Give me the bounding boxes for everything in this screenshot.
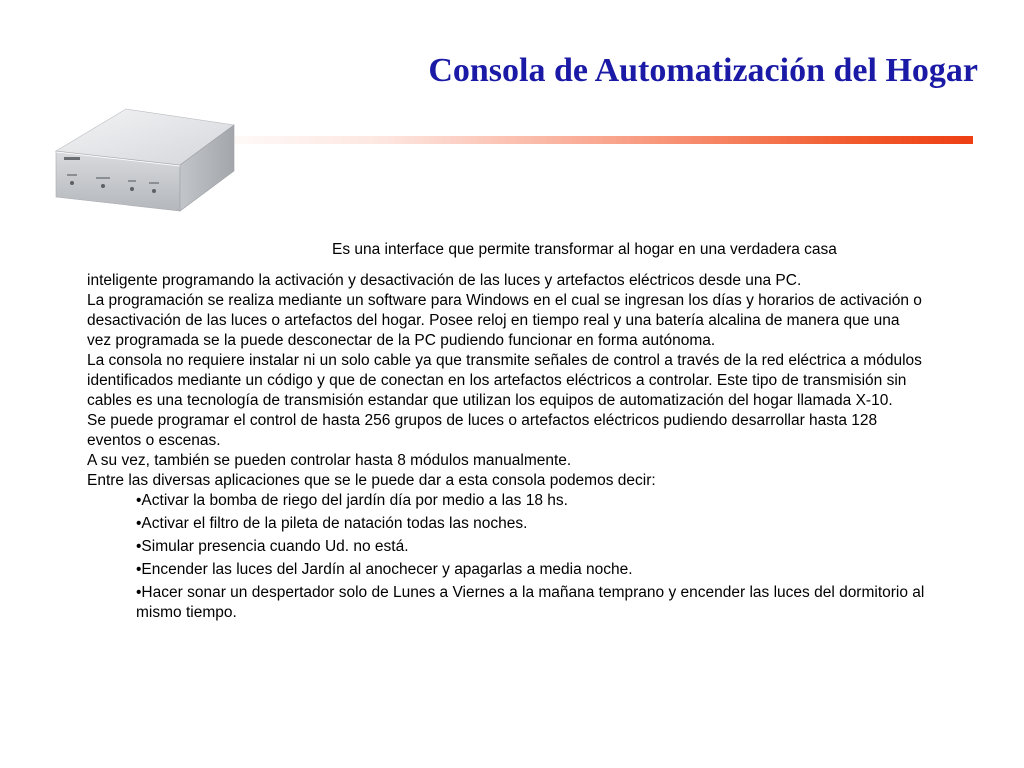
list-item: •Encender las luces del Jardín al anochecer y apagarlas a media noche. xyxy=(136,561,633,578)
list-item: •Activar el filtro de la pileta de natación todas las noches. xyxy=(136,515,528,532)
applications-list xyxy=(87,491,927,623)
paragraph: La programación se realiza mediante un software para Windows en el cual se ingresan los días y horarios de activación o desactivación de las luces o artefactos del hogar. Posee reloj en tiempo real y una batería alcalina de manera que una vez programada se la puede desconectar de la PC pudiendo funcionar en forma autónoma. xyxy=(87,292,922,349)
paragraph: Se puede programar el control de hasta 256 grupos de luces o artefactos eléctricos pudiendo desarrollar hasta 128 eventos o escenas. xyxy=(87,412,878,449)
slide-title: Consola de Automatización del Hogar xyxy=(428,52,978,89)
list-item: •Hacer sonar un despertador solo de Lunes a Viernes a la mañana temprano y encender las luces del dormitorio al mismo tiempo. xyxy=(136,584,925,621)
list-item: •Simular presencia cuando Ud. no está. xyxy=(136,538,409,555)
intro-line: Es una interface que permite transformar al hogar en una verdadera casa xyxy=(332,241,837,258)
paragraph: La consola no requiere instalar ni un solo cable ya que transmite señales de control a través de la red eléctrica a módulos identificados mediante un código y que de conectan en los artefactos eléctricos a controlar. Este tipo de transmisión sin cables es una tecnología de transmisión estandar que utilizan los equipos de automatización del hogar llamada X-10. xyxy=(87,352,922,409)
paragraph: Entre las diversas aplicaciones que se le puede dar a esta consola podemos decir: xyxy=(87,472,656,489)
title-underline-bar xyxy=(188,136,973,144)
list-item: •Activar la bomba de riego del jardín día por medio a las 18 hs. xyxy=(136,492,568,509)
paragraph: A su vez, también se pueden controlar hasta 8 módulos manualmente. xyxy=(87,452,572,469)
body-text xyxy=(87,240,927,626)
home-automation-console-device-icon xyxy=(50,105,240,215)
paragraph: inteligente programando la activación y desactivación de las luces y artefactos eléctricos desde una PC. xyxy=(87,272,802,289)
